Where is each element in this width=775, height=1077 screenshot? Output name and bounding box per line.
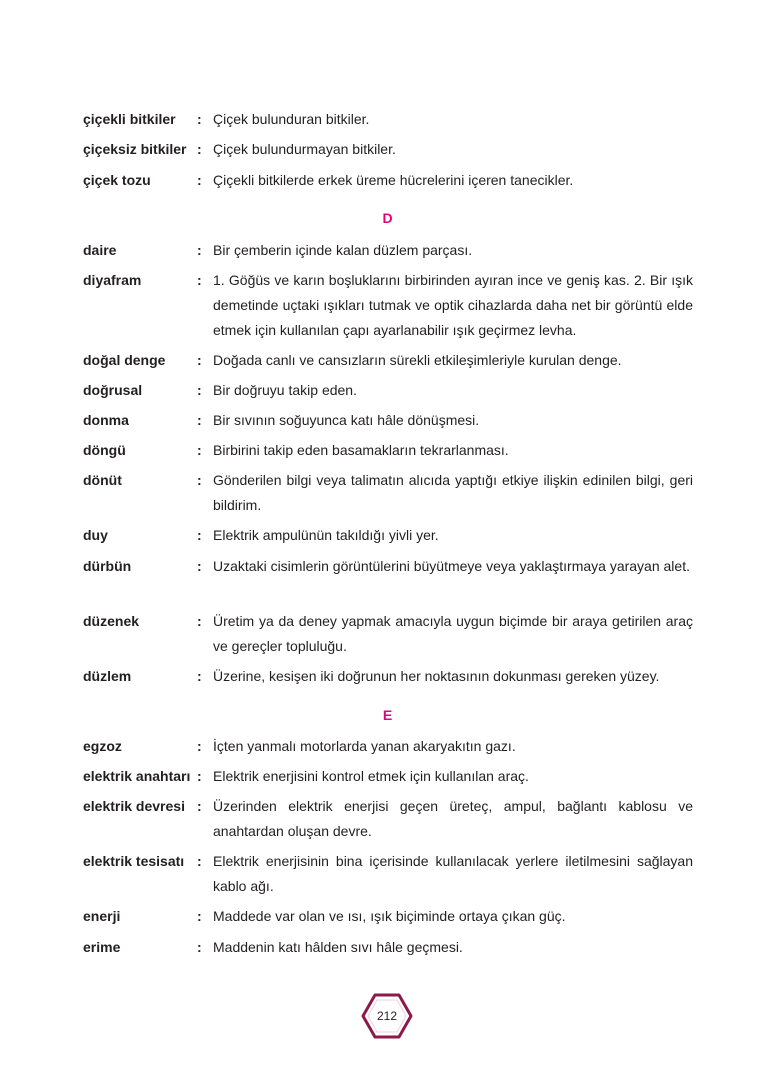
entry-term: düzlem — [83, 668, 132, 684]
entry-colon: : — [197, 442, 202, 458]
entry-definition: Maddede var olan ve ısı, ışık biçiminde ortaya çıkan güç. — [213, 908, 566, 924]
entry-definition: Üzerinden elektrik enerjisi geçen üreteç, ampul, bağlantı kablosu ve anahtardan oluşan devre. — [213, 798, 693, 839]
entry-term: elektrik anahtarı — [83, 768, 191, 784]
glossary-entry — [83, 378, 693, 403]
entry-definition: Üzerine, kesişen iki doğrunun her noktasının dokunması gereken yüzey. — [213, 668, 660, 684]
entry-colon: : — [197, 352, 202, 368]
entry-definition: 1. Göğüs ve karın boşluklarını birbirinden ayıran ince ve geniş kas. 2. Bir ışık demetinde uçtaki ışıkları tutmak ve optik cihazlarda daha net bir görüntü elde etmek için kullanılan çapı ayarlanabilir ışık geçirmez levha. — [213, 272, 693, 338]
entry-colon: : — [197, 798, 202, 814]
entry-colon: : — [197, 613, 202, 629]
entry-definition: Maddenin katı hâlden sıvı hâle geçmesi. — [213, 939, 463, 955]
glossary-entry — [83, 794, 693, 844]
page-number: 212 — [376, 1009, 398, 1023]
entry-definition: Elektrik enerjisini kontrol etmek için kullanılan araç. — [213, 768, 529, 784]
entry-term: doğrusal — [83, 382, 143, 398]
entry-colon: : — [197, 853, 202, 869]
section-letter-e: E — [382, 707, 393, 723]
entry-term: elektrik tesisatı — [83, 853, 185, 869]
entry-definition: Gönderilen bilgi veya talimatın alıcıda yaptığı etkiye ilişkin edinilen bilgi, geri bildirim. — [213, 472, 693, 513]
entry-term: dönüt — [83, 472, 122, 488]
entry-term: donma — [83, 412, 129, 428]
glossary-entry — [83, 107, 693, 132]
entry-definition: Çiçek bulunduran bitkiler. — [213, 111, 370, 127]
entry-definition: Bir sıvının soğuyunca katı hâle dönüşmesi. — [213, 412, 480, 428]
entry-colon: : — [197, 558, 202, 574]
entry-term: erime — [83, 939, 121, 955]
entry-colon: : — [197, 939, 202, 955]
glossary-entry — [83, 609, 693, 659]
entry-colon: : — [197, 111, 202, 127]
entry-term: çiçeksiz bitkiler — [83, 141, 187, 157]
entry-term: çiçekli bitkiler — [83, 111, 176, 127]
entry-definition: Elektrik ampulünün takıldığı yivli yer. — [213, 527, 439, 543]
entry-colon: : — [197, 172, 202, 188]
glossary-entry — [83, 168, 693, 193]
section-letter-d: D — [382, 210, 393, 226]
glossary-entry — [83, 935, 693, 960]
entry-definition: Bir doğruyu takip eden. — [213, 382, 357, 398]
entry-colon: : — [197, 272, 202, 288]
glossary-entry — [83, 734, 693, 759]
glossary-entry — [83, 664, 693, 689]
entry-definition: Çiçek bulundurmayan bitkiler. — [213, 141, 396, 157]
entry-colon: : — [197, 412, 202, 428]
entry-colon: : — [197, 141, 202, 157]
entry-colon: : — [197, 472, 202, 488]
entry-term: döngü — [83, 442, 126, 458]
entry-definition: Üretim ya da deney yapmak amacıyla uygun biçimde bir araya getirilen araç ve gereçler topluluğu. — [213, 613, 693, 654]
entry-colon: : — [197, 242, 202, 258]
glossary-entry — [83, 438, 693, 463]
entry-definition: Elektrik enerjisinin bina içerisinde kullanılacak yerlere iletilmesini sağlayan kablo ağı. — [213, 853, 693, 894]
entry-colon: : — [197, 908, 202, 924]
entry-term: egzoz — [83, 738, 122, 754]
entry-colon: : — [197, 768, 202, 784]
glossary-entry — [83, 238, 693, 263]
entry-term: diyafram — [83, 272, 142, 288]
entry-definition: Doğada canlı ve cansızların sürekli etkileşimleriyle kurulan denge. — [213, 352, 622, 368]
entry-term: daire — [83, 242, 117, 258]
entry-colon: : — [197, 738, 202, 754]
glossary-entry — [83, 523, 693, 548]
entry-definition: Uzaktaki cisimlerin görüntülerini büyütmeye veya yaklaştırmaya yarayan alet. — [213, 558, 690, 574]
entry-definition: Bir çemberin içinde kalan düzlem parçası. — [213, 242, 473, 258]
entry-definition: Birbirini takip eden basamakların tekrarlanması. — [213, 442, 509, 458]
entry-term: duy — [83, 527, 108, 543]
entry-colon: : — [197, 668, 202, 684]
entry-colon: : — [197, 527, 202, 543]
glossary-entry — [83, 764, 693, 789]
glossary-entry — [83, 408, 693, 433]
entry-term: dürbün — [83, 558, 132, 574]
entry-term: düzenek — [83, 613, 140, 629]
glossary-entry — [83, 137, 693, 162]
entry-term: enerji — [83, 908, 121, 924]
entry-definition: Çiçekli bitkilerde erkek üreme hücrelerini içeren tanecikler. — [213, 172, 574, 188]
entry-term: elektrik devresi — [83, 798, 185, 814]
entry-colon: : — [197, 382, 202, 398]
glossary-entry — [83, 849, 693, 899]
entry-term: çiçek tozu — [83, 172, 151, 188]
glossary-entry — [83, 904, 693, 929]
glossary-entry — [83, 268, 693, 343]
glossary-entry — [83, 468, 693, 518]
entry-definition: İçten yanmalı motorlarda yanan akaryakıtın gazı. — [213, 738, 516, 754]
glossary-entry — [83, 554, 693, 579]
entry-term: doğal denge — [83, 352, 166, 368]
glossary-entry — [83, 348, 693, 373]
